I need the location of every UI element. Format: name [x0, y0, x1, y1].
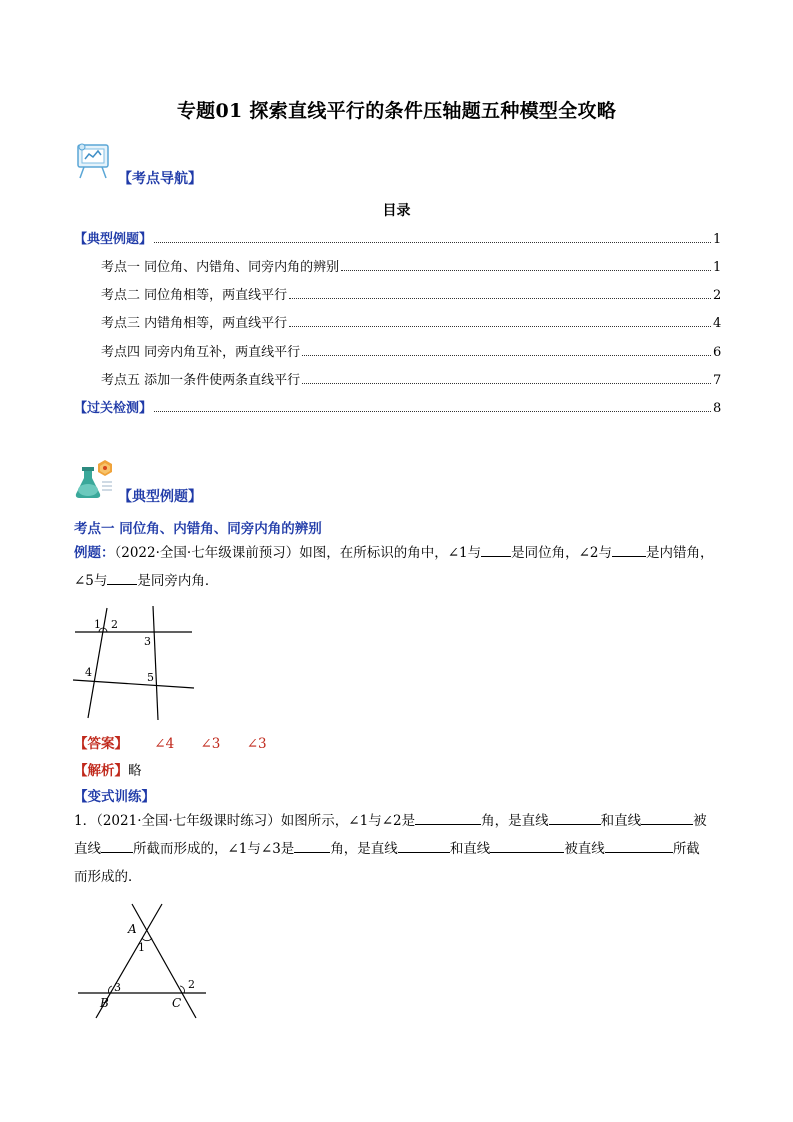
angle-label-1: 1 — [94, 618, 101, 631]
angle-label-1: 1 — [138, 941, 145, 954]
exercise-text: 而形成的． — [74, 869, 142, 885]
answer-blank[interactable] — [415, 810, 481, 825]
toc-item-page: 1 — [713, 232, 722, 247]
example-text: 是同位角，∠2与 — [511, 545, 613, 561]
toc-item-page: 7 — [713, 373, 722, 388]
analysis-label: 【解析】 — [74, 763, 128, 779]
toc-item[interactable] — [74, 398, 721, 416]
exercise-text: 如图所示，∠1与∠2是 — [280, 813, 416, 829]
angle-label-3: 3 — [144, 635, 151, 648]
triangle-figure — [72, 900, 212, 1025]
practice-heading: 【变式训练】 — [74, 789, 155, 805]
exercise-text: 所截 — [672, 841, 700, 857]
answer-label: 【答案】 — [74, 736, 128, 752]
exercise-text: 和直线 — [449, 841, 491, 857]
answer-value: ∠4 — [154, 736, 175, 752]
toc-item[interactable] — [101, 370, 721, 388]
analysis-text: 略 — [128, 763, 142, 779]
exercise-1 — [74, 807, 734, 891]
exercise-number: 1． — [74, 813, 97, 829]
answer-value: ∠3 — [200, 736, 221, 752]
toc-item[interactable] — [101, 313, 721, 331]
toc-leader — [289, 325, 711, 327]
toc-item-label: 【典型例题】 — [74, 232, 153, 247]
toc-item-label: 【过关检测】 — [74, 401, 153, 416]
vertex-label-a: A — [128, 922, 137, 936]
answer-row — [74, 732, 267, 752]
toc-item-page: 2 — [713, 288, 722, 303]
kaodian-1-heading: 考点一 同位角、内错角、同旁内角的辨别 — [74, 521, 322, 537]
toc-item-label: 考点四 同旁内角互补，两直线平行 — [101, 345, 301, 360]
vertex-label-b: B — [100, 996, 109, 1010]
exercise-source: （2021·全国·七年级课时练习） — [96, 813, 281, 829]
toc-item-label: 考点三 内错角相等，两直线平行 — [101, 316, 288, 331]
toc-item-label: 考点五 添加一条件使两条直线平行 — [101, 373, 301, 388]
exercise-text: 角，是直线 — [330, 841, 398, 857]
angle-label-3: 3 — [114, 981, 121, 994]
example-figure — [70, 600, 200, 725]
example-text: ∠5与 — [74, 573, 108, 589]
example-source: （2022·全国·七年级课前预习） — [114, 545, 300, 561]
nav-heading: 【考点导航】 — [118, 171, 202, 187]
toc-item[interactable] — [101, 257, 721, 275]
answer-blank[interactable] — [294, 838, 330, 853]
exercise-text: 被 — [693, 813, 707, 829]
toc-item-page: 6 — [713, 345, 722, 360]
vertex-label-c: C — [172, 996, 182, 1010]
toc-item-page: 8 — [713, 401, 722, 416]
toc-item-page: 4 — [713, 316, 722, 331]
answer-blank[interactable] — [101, 838, 133, 853]
exercise-text: 被直线 — [564, 841, 605, 857]
analysis-row — [74, 759, 142, 779]
toc-title: 目录 — [382, 203, 411, 219]
example-text: 是同旁内角． — [137, 573, 219, 589]
toc-leader — [302, 382, 711, 384]
answer-value: ∠3 — [246, 736, 267, 752]
angle-label-2: 2 — [188, 978, 195, 991]
exercise-text: 角，是直线 — [481, 813, 549, 829]
toc-leader — [302, 354, 711, 356]
toc-leader — [341, 269, 711, 271]
page-title: 专题01 探索直线平行的条件压轴题五种模型全攻略 — [176, 100, 617, 122]
toc-item-label: 考点一 同位角、内错角、同旁内角的辨别 — [101, 260, 340, 275]
example-text: 如图，在所标识的角中，∠1与 — [299, 545, 482, 561]
flask-icon — [72, 460, 114, 502]
answer-blank[interactable] — [641, 810, 693, 825]
answer-blank[interactable] — [481, 542, 511, 557]
angle-label-5: 5 — [147, 671, 154, 684]
toc-leader — [154, 410, 711, 412]
answer-blank[interactable] — [490, 838, 564, 853]
nav-icon — [74, 141, 114, 181]
toc-item[interactable] — [101, 285, 721, 303]
toc-item-label: 考点二 同位角相等，两直线平行 — [101, 288, 288, 303]
examples-heading: 【典型例题】 — [118, 489, 202, 505]
toc-item-page: 1 — [713, 260, 722, 275]
exercise-text: 和直线 — [600, 813, 642, 829]
exercise-text: 所截而形成的，∠1与∠3是 — [133, 841, 295, 857]
toc-item[interactable] — [101, 342, 721, 360]
answer-blank[interactable] — [398, 838, 450, 853]
answer-blank[interactable] — [107, 570, 137, 585]
toc-leader — [289, 297, 711, 299]
angle-label-2: 2 — [111, 618, 118, 631]
answer-blank[interactable] — [612, 542, 646, 557]
example-label: 例题： — [74, 545, 115, 561]
toc-leader — [154, 241, 711, 243]
example-text: 是内错角， — [646, 545, 714, 561]
toc-item[interactable] — [74, 229, 721, 247]
example-question — [74, 539, 734, 595]
angle-label-4: 4 — [85, 666, 92, 679]
answer-blank[interactable] — [549, 810, 601, 825]
answer-blank[interactable] — [605, 838, 673, 853]
exercise-text: 直线 — [74, 841, 101, 857]
